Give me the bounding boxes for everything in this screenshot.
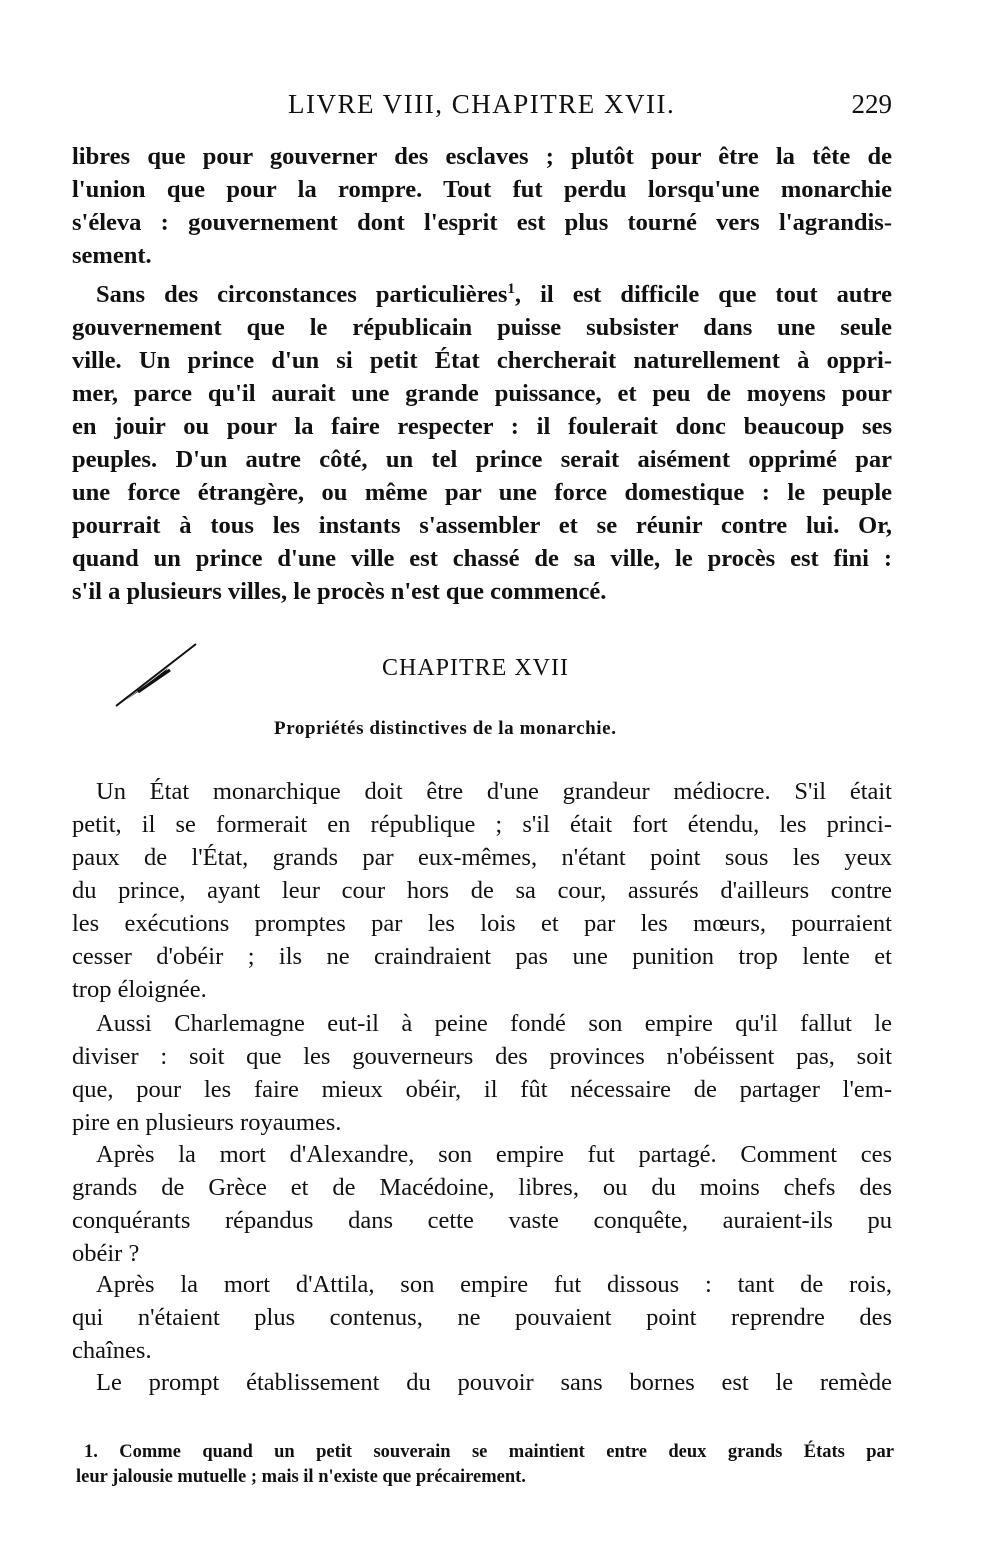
text-line	[72, 278, 892, 311]
text-line: trop éloignée.	[72, 976, 207, 1003]
footnote-line: leur jalousie mutuelle ; mais il n'existe que précairement.	[76, 1467, 526, 1487]
page-number: 229	[851, 88, 892, 119]
text-fragment: , il est difficile que tout autre	[514, 281, 892, 308]
text-line: Après la mort d'Attila, son empire fut dissous : tant de rois,	[96, 1271, 892, 1298]
text-fragment: Sans des circonstances particulières	[96, 281, 508, 308]
text-line: quand un prince d'une ville est chassé de sa ville, le procès est fini :	[72, 545, 892, 572]
chapter-paragraph-1	[72, 775, 892, 1006]
text-line: chaînes.	[72, 1337, 152, 1364]
text-line: les exécutions promptes par les lois et par les mœurs, pourraient	[72, 910, 892, 937]
text-line: en jouir ou pour la faire respecter : il foulerait donc beaucoup ses	[72, 413, 892, 440]
text-line: cesser d'obéir ; ils ne craindraient pas une punition trop lente et	[72, 943, 892, 970]
running-header	[288, 86, 892, 122]
footnote	[76, 1440, 894, 1490]
chapter-paragraph-5	[72, 1366, 892, 1399]
text-line: pourrait à tous les instants s'assembler et se réunir contre lui. Or,	[72, 512, 892, 539]
text-line: sement.	[72, 242, 152, 269]
chapter-paragraph-4	[72, 1268, 892, 1367]
text-line: Le prompt établissement du pouvoir sans bornes est le remède	[96, 1369, 892, 1396]
text-line: ville. Un prince d'un si petit État chercherait naturellement à oppri-	[72, 347, 892, 374]
text-line: petit, il se formerait en république ; s'il était fort étendu, les princi-	[72, 811, 892, 838]
running-title: LIVRE VIII, CHAPITRE XVII.	[288, 88, 676, 119]
pen-stroke-mark-icon	[112, 640, 202, 712]
text-line: gouvernement que le républicain puisse subsister dans une seule	[72, 314, 892, 341]
text-line: que, pour les faire mieux obéir, il fût nécessaire de partager l'em-	[72, 1076, 892, 1103]
footnote-line: 1. Comme quand un petit souverain se maintient entre deux grands États par	[84, 1442, 894, 1462]
continued-paragraph	[72, 140, 892, 272]
text-line: obéir ?	[72, 1240, 140, 1267]
chapter-paragraph-2	[72, 1007, 892, 1139]
text-line: paux de l'État, grands par eux-mêmes, n'étant point sous les yeux	[72, 844, 892, 871]
text-line: l'union que pour la rompre. Tout fut perdu lorsqu'une monarchie	[72, 176, 892, 203]
chapter-subtitle: Propriétés distinctives de la monarchie.	[274, 718, 617, 739]
footnote-reference[interactable]: 1	[507, 281, 515, 297]
text-line: mer, parce qu'il aurait une grande puissance, et peu de moyens pour	[72, 380, 892, 407]
text-line: peuples. D'un autre côté, un tel prince serait aisément opprimé par	[72, 446, 892, 473]
text-line: Un État monarchique doit être d'une grandeur médiocre. S'il était	[96, 778, 892, 805]
text-line: qui n'étaient plus contenus, ne pouvaient point reprendre des	[72, 1304, 892, 1331]
text-line: du prince, ayant leur cour hors de sa cour, assurés d'ailleurs contre	[72, 877, 892, 904]
text-line: grands de Grèce et de Macédoine, libres, ou du moins chefs des	[72, 1174, 892, 1201]
text-line: pire en plusieurs royaumes.	[72, 1109, 342, 1136]
text-line: s'il a plusieurs villes, le procès n'est que commencé.	[72, 578, 607, 605]
chapter-title: CHAPITRE XVII	[382, 655, 569, 681]
text-line: Après la mort d'Alexandre, son empire fut partagé. Comment ces	[96, 1141, 892, 1168]
chapter-paragraph-3	[72, 1138, 892, 1270]
text-line: Aussi Charlemagne eut-il à peine fondé son empire qu'il fallut le	[96, 1010, 892, 1037]
text-line: une force étrangère, ou même par une force domestique : le peuple	[72, 479, 892, 506]
text-line: diviser : soit que les gouverneurs des provinces n'obéissent pas, soit	[72, 1043, 892, 1070]
text-line: libres que pour gouverner des esclaves ; plutôt pour être la tête de	[72, 143, 892, 170]
text-line: s'éleva : gouvernement dont l'esprit est plus tourné vers l'agrandis-	[72, 209, 892, 236]
paragraph-circonstances	[72, 278, 892, 608]
text-line: conquérants répandus dans cette vaste conquête, auraient-ils pu	[72, 1207, 892, 1234]
